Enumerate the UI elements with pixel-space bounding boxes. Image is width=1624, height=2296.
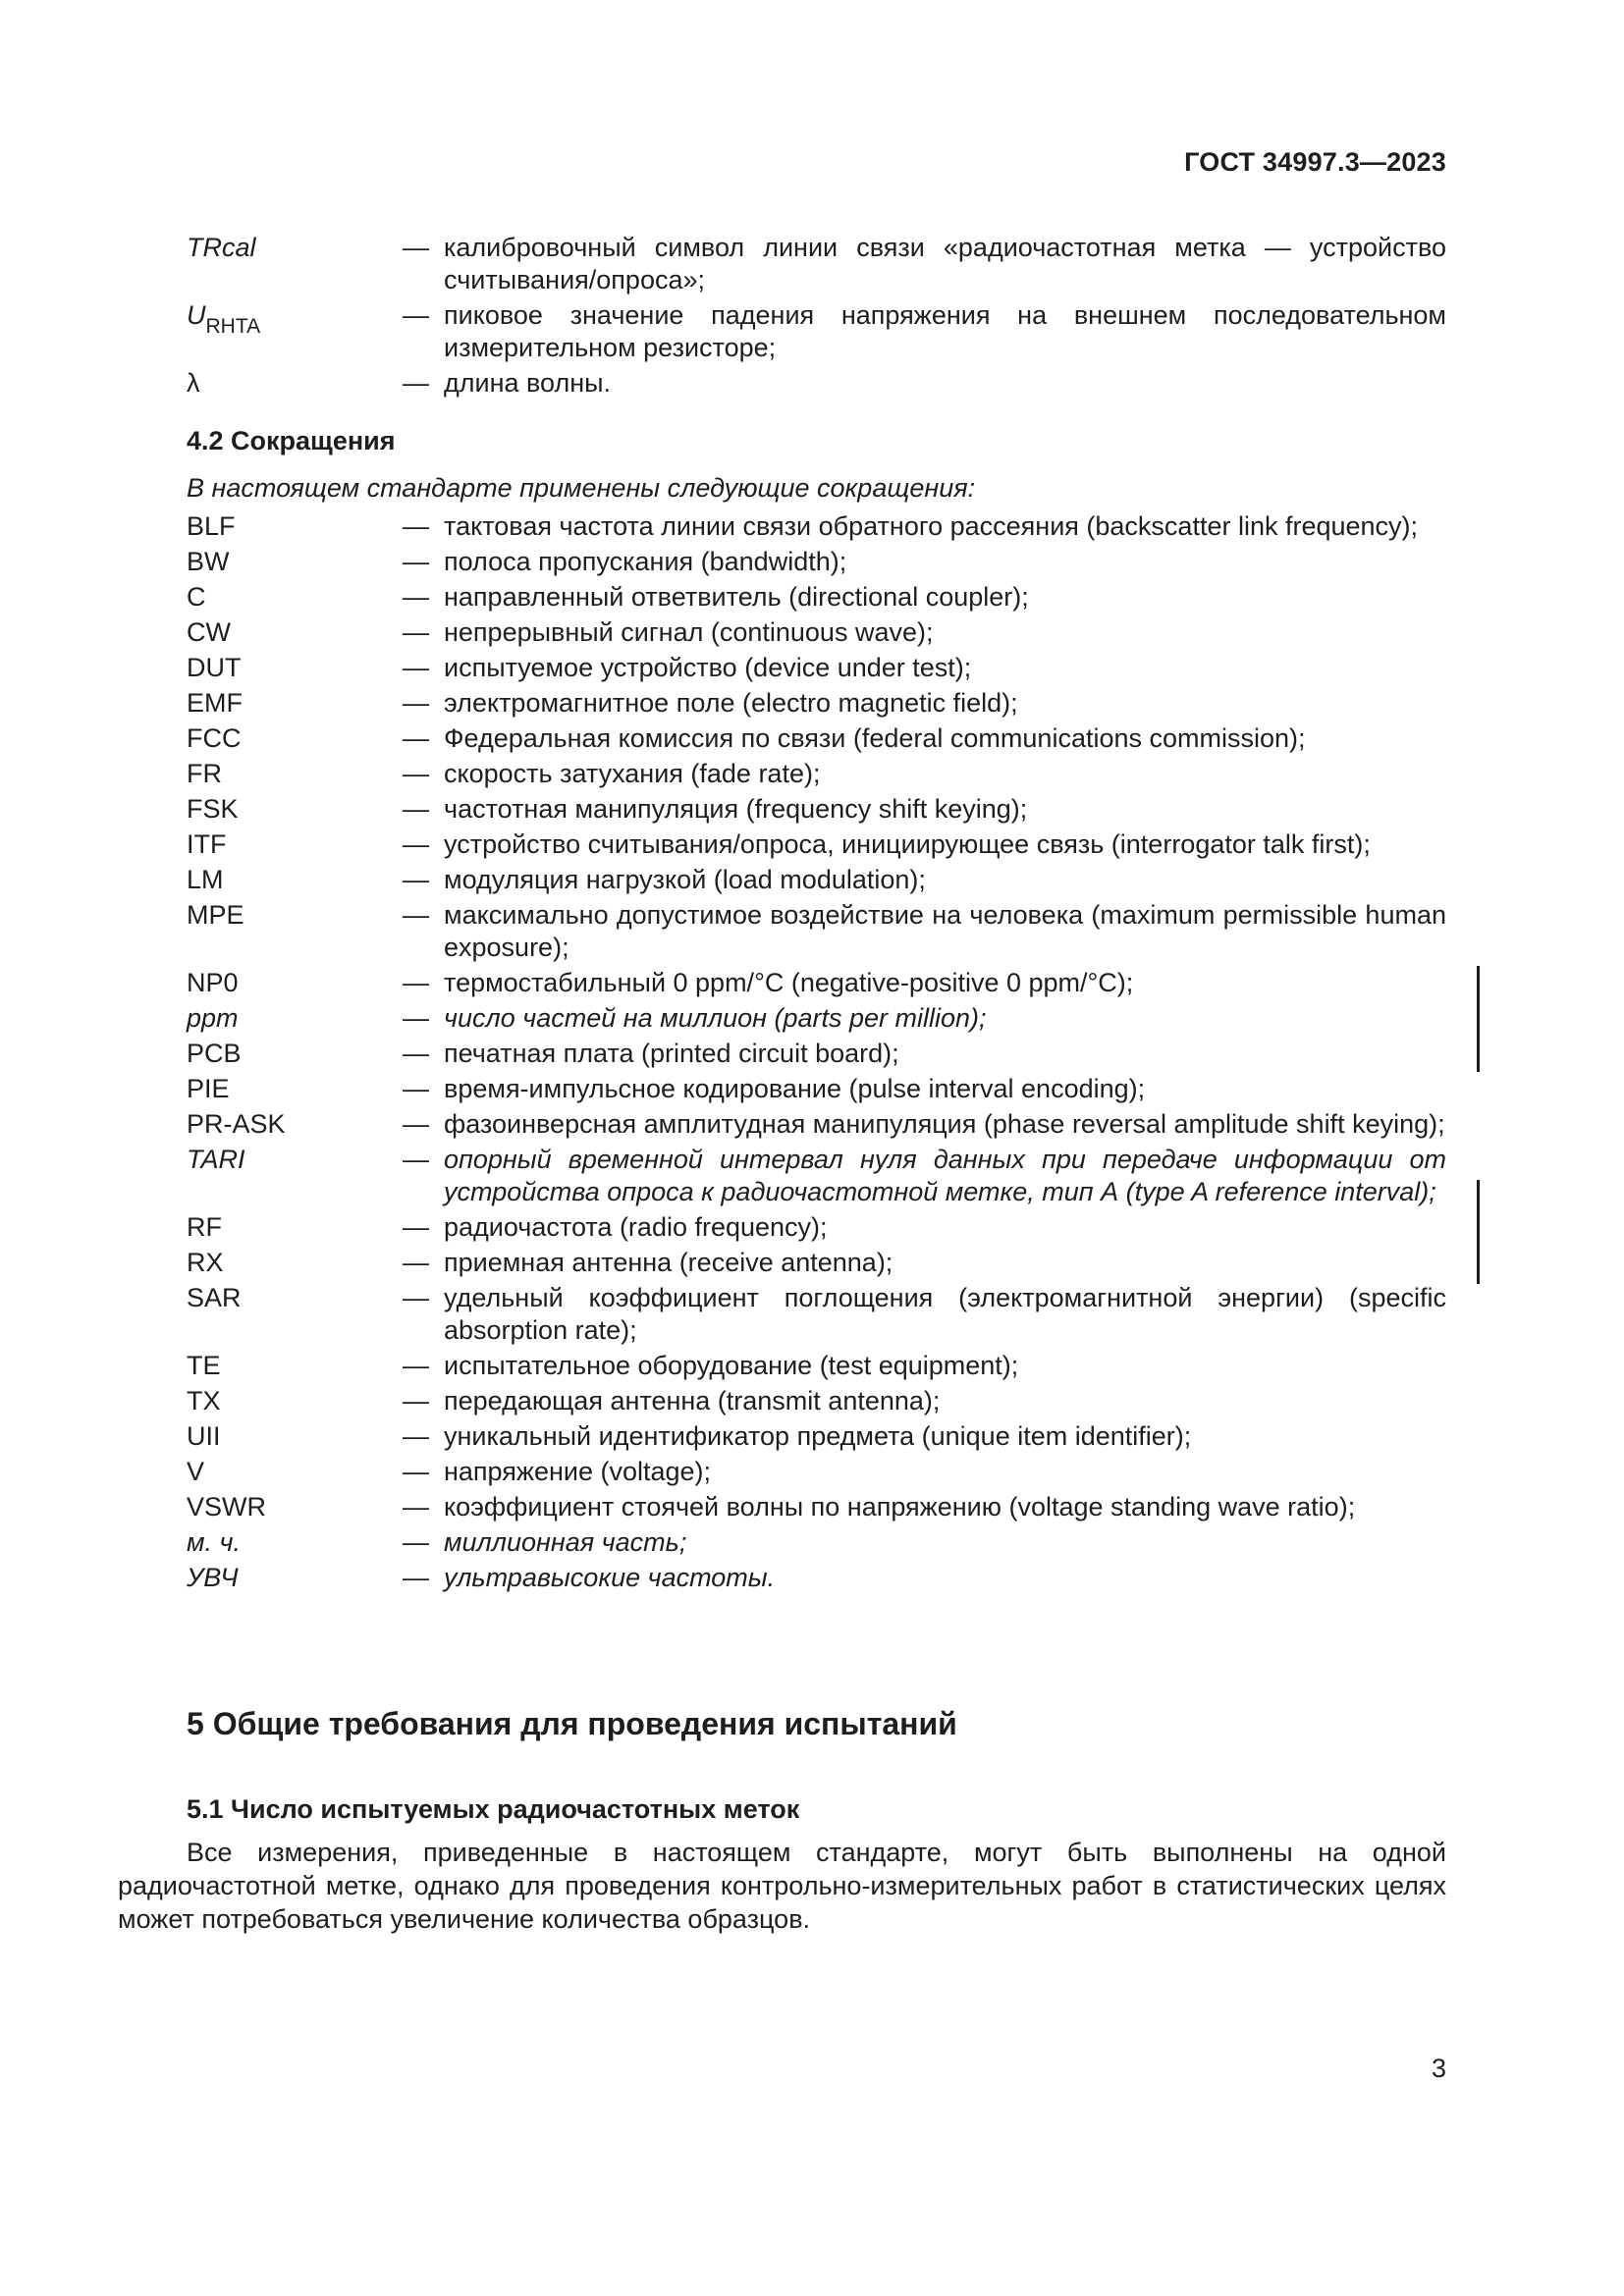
definition-term: λ <box>187 368 200 398</box>
abbreviation-dash: — <box>403 582 429 612</box>
abbreviation-dash: — <box>403 1386 429 1415</box>
abbreviation-dash: — <box>403 653 429 682</box>
abbreviation-row <box>187 652 1446 684</box>
abbreviation-row <box>187 758 1446 790</box>
abbreviation-dash: — <box>403 1563 429 1592</box>
abbreviation-description: уникальный идентификатор предмета (unique item identifier); <box>444 1421 1192 1451</box>
abbreviation-term: DUT <box>187 653 242 682</box>
definition-row <box>187 299 1446 364</box>
abbreviation-dash: — <box>403 1109 429 1139</box>
abbreviation-description: полоса пропускания (bandwidth); <box>444 547 847 576</box>
definition-row <box>187 232 1446 296</box>
subsection-heading: 5.1 Число испытуемых радиочастотных меток <box>187 1794 800 1824</box>
abbreviation-dash: — <box>403 1421 429 1451</box>
abbreviation-term: УВЧ <box>187 1563 239 1592</box>
abbreviation-term: V <box>187 1457 205 1486</box>
abbreviations-intro: В настоящем стандарте применены следующие сокращения: <box>187 473 976 503</box>
abbreviation-term: PCB <box>187 1039 242 1068</box>
abbreviation-dash: — <box>403 1351 429 1380</box>
abbreviation-description: фазоинверсная амплитудная манипуляция (phase reversal amplitude shift keying); <box>444 1109 1445 1139</box>
abbreviation-description: коэффициент стоячей волны по напряжению (voltage standing wave ratio); <box>444 1492 1356 1522</box>
abbreviation-row <box>187 1456 1446 1488</box>
abbreviation-description: модуляция нагрузкой (load modulation); <box>444 865 926 894</box>
abbreviation-dash: — <box>403 723 429 753</box>
abbreviation-row <box>187 1350 1446 1382</box>
abbreviation-term: MPE <box>187 900 244 930</box>
abbreviation-dash: — <box>403 1527 429 1557</box>
abbreviation-row <box>187 1073 1446 1105</box>
abbreviation-term: м. ч. <box>187 1527 241 1557</box>
abbreviation-row <box>187 1282 1446 1347</box>
definition-dash: — <box>403 368 429 398</box>
change-bar <box>1477 1180 1480 1284</box>
abbreviation-term: RX <box>187 1248 224 1277</box>
symbol-definitions-list <box>187 232 1446 402</box>
abbreviation-description: ультравысокие частоты. <box>444 1563 776 1592</box>
abbreviation-description: опорный временной интервал нуля данных при передаче информации от устройства опроса к радиочастотной метке, тип А (type A reference interval); <box>444 1145 1446 1206</box>
abbreviation-description: радиочастота (radio frequency); <box>444 1212 828 1242</box>
abbreviation-row <box>187 1385 1446 1417</box>
abbreviation-term: TX <box>187 1386 221 1415</box>
abbreviation-term: UII <box>187 1421 221 1451</box>
definition-term <box>187 299 403 338</box>
abbreviation-description: Федеральная комиссия по связи (federal communications commission); <box>444 723 1306 753</box>
definition-dash: — <box>403 300 429 330</box>
abbreviation-row <box>187 1038 1446 1070</box>
abbreviation-term: VSWR <box>187 1492 266 1522</box>
abbreviation-term: EMF <box>187 688 243 718</box>
abbreviation-dash: — <box>403 1074 429 1103</box>
abbreviation-row <box>187 1420 1446 1453</box>
abbreviation-description: время-импульсное кодирование (pulse interval encoding); <box>444 1074 1146 1103</box>
abbreviation-description: удельный коэффициент поглощения (электромагнитной энергии) (specific absorption rate); <box>444 1283 1446 1345</box>
abbreviation-term: NP0 <box>187 968 239 997</box>
change-bar <box>1477 966 1480 1072</box>
abbreviation-row <box>187 687 1446 720</box>
abbreviation-description: термостабильный 0 ppm/°C (negative-positive 0 ppm/°C); <box>444 968 1134 997</box>
abbreviations-list <box>187 510 1446 1597</box>
abbreviation-row <box>187 1002 1446 1035</box>
abbreviation-term: PIE <box>187 1074 230 1103</box>
abbreviation-row <box>187 1108 1446 1141</box>
standard-code-header: ГОСТ 34997.3—2023 <box>1184 147 1446 177</box>
abbreviation-term: PR-ASK <box>187 1109 286 1139</box>
abbreviation-dash: — <box>403 900 429 930</box>
abbreviation-row <box>187 1562 1446 1594</box>
abbreviation-description: максимально допустимое воздействие на человека (maximum permissible human exposure); <box>444 900 1446 962</box>
definition-row <box>187 367 1446 400</box>
abbreviation-term: CW <box>187 617 231 647</box>
abbreviation-dash: — <box>403 1248 429 1277</box>
abbreviation-dash: — <box>403 617 429 647</box>
abbreviation-term: FR <box>187 759 222 788</box>
abbreviation-row <box>187 899 1446 964</box>
definition-term: TRcal <box>187 233 256 262</box>
abbreviation-description: частотная манипуляция (frequency shift keying); <box>444 794 1028 824</box>
abbreviation-term: LM <box>187 865 224 894</box>
abbreviation-row <box>187 510 1446 543</box>
abbreviation-description: испытуемое устройство (device under test); <box>444 653 972 682</box>
abbreviation-description: скорость затухания (fade rate); <box>444 759 821 788</box>
abbreviations-heading: 4.2 Сокращения <box>187 426 396 455</box>
abbreviation-description: испытательное оборудование (test equipment); <box>444 1351 1019 1380</box>
abbreviation-term: ppm <box>187 1003 239 1033</box>
abbreviation-row <box>187 1491 1446 1523</box>
abbreviation-term: BLF <box>187 511 236 541</box>
abbreviation-row <box>187 1247 1446 1279</box>
abbreviation-term: TARI <box>187 1145 245 1174</box>
abbreviation-row <box>187 828 1446 861</box>
definition-term-subscript: RHTA <box>205 315 261 338</box>
abbreviation-row <box>187 793 1446 826</box>
abbreviation-dash: — <box>403 1283 429 1312</box>
abbreviation-description: направленный ответвитель (directional coupler); <box>444 582 1029 612</box>
abbreviation-row <box>187 722 1446 755</box>
abbreviation-row <box>187 546 1446 578</box>
abbreviation-description: число частей на миллион (parts per million); <box>444 1003 987 1033</box>
section-heading: 5 Общие требования для проведения испытаний <box>187 1706 957 1741</box>
abbreviation-description: миллионная часть; <box>444 1527 687 1557</box>
abbreviation-dash: — <box>403 1039 429 1068</box>
abbreviation-term: ITF <box>187 829 227 859</box>
abbreviation-dash: — <box>403 511 429 541</box>
abbreviation-dash: — <box>403 1457 429 1486</box>
abbreviation-dash: — <box>403 1003 429 1033</box>
abbreviation-term: FSK <box>187 794 239 824</box>
abbreviation-term: SAR <box>187 1283 242 1312</box>
abbreviation-description: электромагнитное поле (electro magnetic field); <box>444 688 1018 718</box>
definition-description: пиковое значение падения напряжения на внешнем последовательном измерительном резисторе; <box>444 300 1446 362</box>
abbreviation-dash: — <box>403 1492 429 1522</box>
definition-dash: — <box>403 233 429 262</box>
abbreviation-dash: — <box>403 1212 429 1242</box>
abbreviation-term: RF <box>187 1212 222 1242</box>
abbreviation-row <box>187 1144 1446 1208</box>
abbreviation-description: напряжение (voltage); <box>444 1457 712 1486</box>
abbreviation-row <box>187 1211 1446 1244</box>
body-paragraph: Все измерения, приведенные в настоящем стандарте, могут быть выполнены на одной радиочастотной метке, однако для проведения контрольно-измерительных работ в статистических целях может потребоваться увеличение количества образцов. <box>118 1838 1446 1934</box>
abbreviation-row <box>187 1526 1446 1559</box>
definition-description: калибровочный символ линии связи «радиочастотная метка — устройство считывания/опроса»; <box>444 233 1446 294</box>
abbreviation-dash: — <box>403 794 429 824</box>
abbreviation-row <box>187 864 1446 896</box>
abbreviation-term: TE <box>187 1351 221 1380</box>
abbreviation-dash: — <box>403 865 429 894</box>
abbreviation-row <box>187 616 1446 649</box>
abbreviation-row <box>187 967 1446 999</box>
abbreviation-dash: — <box>403 688 429 718</box>
abbreviation-term: C <box>187 582 206 612</box>
abbreviation-description: печатная плата (printed circuit board); <box>444 1039 899 1068</box>
definition-term-base: U <box>187 300 206 330</box>
abbreviation-description: тактовая частота линии связи обратного рассеяния (backscatter link frequency); <box>444 511 1419 541</box>
abbreviation-dash: — <box>403 1145 429 1174</box>
abbreviation-row <box>187 581 1446 614</box>
abbreviation-term: FCC <box>187 723 242 753</box>
abbreviation-dash: — <box>403 547 429 576</box>
abbreviation-dash: — <box>403 759 429 788</box>
abbreviation-dash: — <box>403 829 429 859</box>
definition-description: длина волны. <box>444 368 612 398</box>
abbreviation-description: приемная антенна (receive antenna); <box>444 1248 893 1277</box>
abbreviation-dash: — <box>403 968 429 997</box>
page-number: 3 <box>1431 2054 1446 2083</box>
abbreviation-description: передающая антенна (transmit antenna); <box>444 1386 941 1415</box>
abbreviation-description: устройство считывания/опроса, инициирующее связь (interrogator talk first); <box>444 829 1371 859</box>
abbreviation-description: непрерывный сигнал (continuous wave); <box>444 617 934 647</box>
abbreviation-term: BW <box>187 547 230 576</box>
